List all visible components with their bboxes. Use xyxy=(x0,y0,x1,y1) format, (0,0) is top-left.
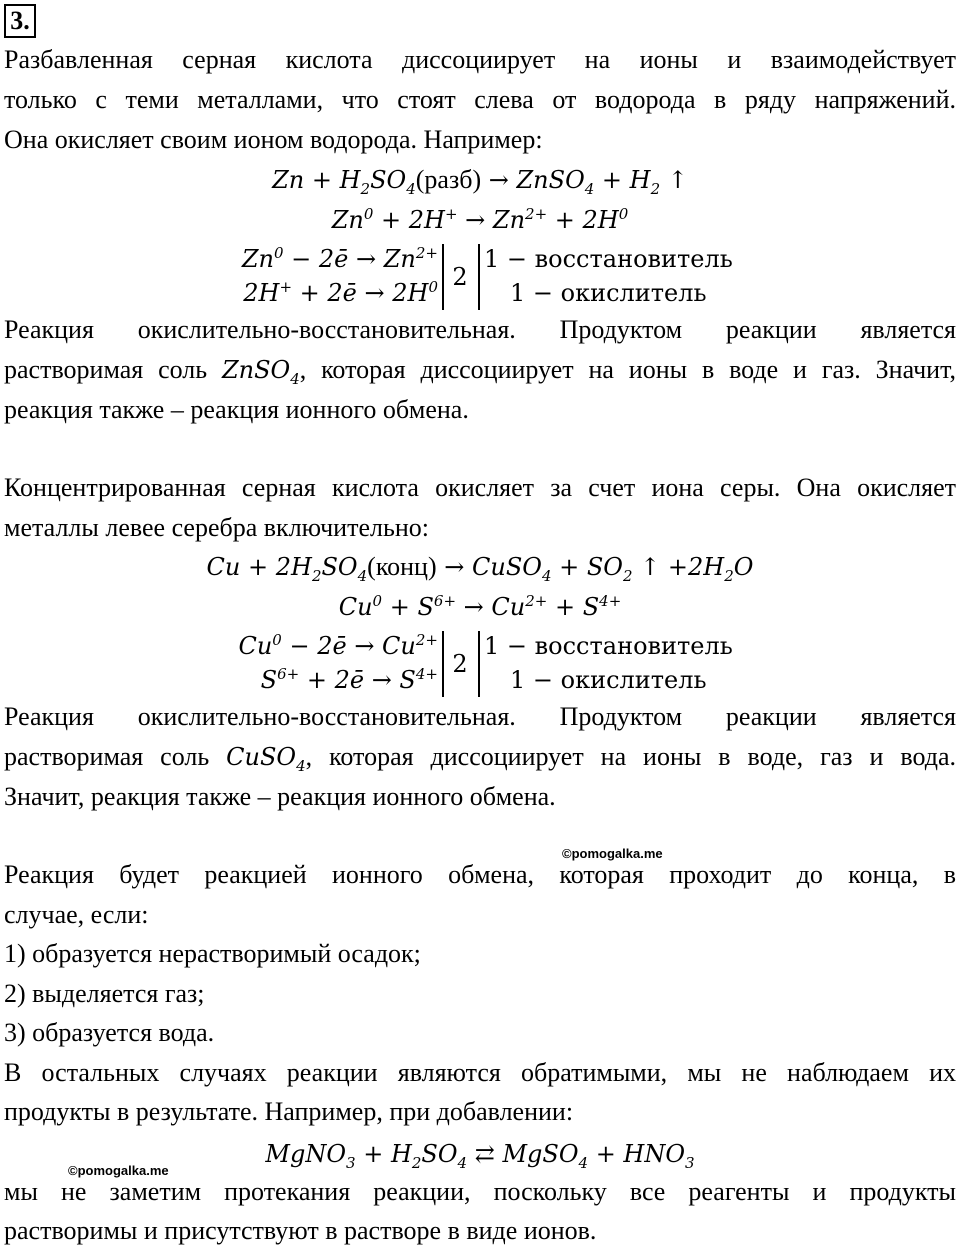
s1-intro-line-2: только с теми металлами, что стоят слева от водорода в ряду напряжений. xyxy=(4,85,956,114)
s2-balance-bar-right xyxy=(478,631,480,697)
s2-ionic-equation: $Cu^0 + S^{6+} \to Cu^{2+} + S^{4+}$ xyxy=(338,592,622,621)
s1-balance-bar-left xyxy=(442,244,444,310)
s2-intro-line-2: металлы левее серебра включительно: xyxy=(4,513,429,542)
s3-line-6: растворимы и присутствуют в растворе в виде ионов. xyxy=(4,1216,597,1245)
s3-line-3: В остальных случаях реакции являются обратимыми, мы не наблюдаем их xyxy=(4,1058,956,1087)
watermark-bottom: ©pomogalka.me xyxy=(68,1163,169,1178)
s1-ionic-equation: $Zn^0 + 2H^+ \to Zn^{2+} + 2H^0$ xyxy=(331,205,629,234)
s3-line-2: случае, если: xyxy=(4,900,149,929)
s2-balance-bar-left xyxy=(442,631,444,697)
s1-conclusion-line-3: реакция также – реакция ионного обмена. xyxy=(4,395,469,424)
s3-list-item-3: 3) образуется вода. xyxy=(4,1018,215,1047)
s2-balance-factor: 2 xyxy=(452,650,468,678)
s3-line-4: продукты в результате. Например, при добавлении: xyxy=(4,1097,574,1126)
s1-balance-factor: 2 xyxy=(452,263,468,291)
s2-conclusion-line-1: Реакция окислительно-восстановительная. Продуктом реакции является xyxy=(4,702,956,731)
task-number-badge: 3. xyxy=(4,4,36,38)
s2-electron-balance xyxy=(0,629,960,701)
s2-intro-line-1: Концентрированная серная кислота окисляет за счет иона серы. Она окисляет xyxy=(4,473,956,502)
s1-half-reactions: $Zn^0$ − 2ē → $Zn^{2+}$ 2H+ + 2ē → $2H^0$ xyxy=(241,244,438,307)
s3-list-item-2: 2) выделяется газ; xyxy=(4,979,205,1008)
s1-conclusion-line-2: растворимая соль ZnSO$_4$, которая диссоциирует на ионы в воде и газ. Значит, xyxy=(4,355,956,388)
watermark-top: ©pomogalka.me xyxy=(562,846,663,861)
s2-conclusion-line-3: Значит, реакция также – реакция ионного обмена. xyxy=(4,782,556,811)
s1-conclusion-line-1: Реакция окислительно-восстановительная. Продуктом реакции является xyxy=(4,315,956,344)
s3-list-item-1: 1) образуется нерастворимый осадок; xyxy=(4,939,421,968)
s2-molecular-equation: $Cu + 2H_2SO_4(конц)$ → CuSO$_4$ + $SO_2$ ↑ $+2H_2O$ xyxy=(206,552,754,585)
s1-roles: 1 − восстановитель 1 − окислитель xyxy=(484,245,733,307)
s1-intro-line-1: Разбавленная серная кислота диссоциирует на ионы и взаимодействует xyxy=(4,45,956,74)
s2-roles: 1 − восстановитель 1 − окислитель xyxy=(484,632,733,694)
s1-molecular-equation: $Zn + H_2SO_4(разб)$ → ZnSO$_4$ + $H_2$ ↑ xyxy=(272,165,688,198)
s1-electron-balance xyxy=(0,242,960,314)
s1-intro-line-3: Она окисляет своим ионом водорода. Например: xyxy=(4,125,543,154)
s3-equation: MgNO$_3$ + $H_2SO_4$ ⇄ MgSO$_4$ + $HNO_3$ xyxy=(265,1140,695,1172)
s3-line-5: мы не заметим протекания реакции, поскольку все реагенты и продукты xyxy=(4,1177,956,1206)
s2-half-reactions: $Cu^0$ − 2ē → $Cu^{2+}$ $S^{6+}$ + 2ē → $S^{4+}$ xyxy=(238,631,438,694)
s1-balance-bar-right xyxy=(478,244,480,310)
s3-line-1: Реакция будет реакцией ионного обмена, которая проходит до конца, в xyxy=(4,860,956,889)
s2-conclusion-line-2: растворимая соль CuSO$_4$, которая диссоциирует на ионы в воде, газ и вода. xyxy=(4,742,956,775)
